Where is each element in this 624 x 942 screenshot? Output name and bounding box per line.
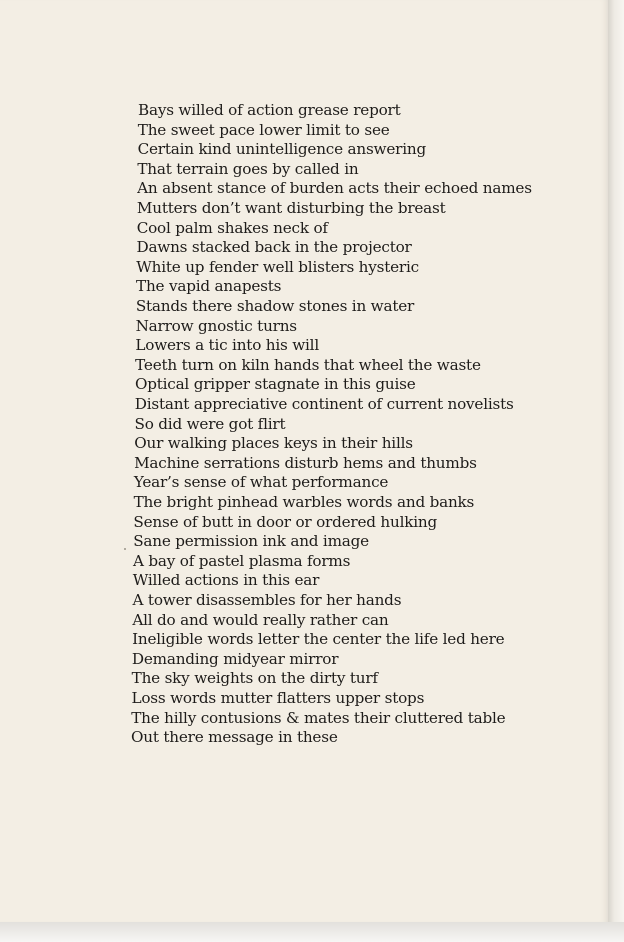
poem-line: The bright pinhead warbles words and banks — [133, 493, 475, 511]
poem-line: Year’s sense of what performance — [133, 473, 389, 492]
poem-line: Ineligible words letter the center the life led here — [132, 630, 505, 649]
poem-line: Certain kind unintelligence answering — [137, 140, 426, 159]
poem-line: A tower disassembles for her hands — [132, 591, 402, 609]
poem-line: Sense of butt in door or ordered hulking — [133, 512, 438, 531]
poem-line: The hilly contusions & mates their cluttered table — [131, 708, 506, 727]
poem-line: An absent stance of burden acts their echoed names — [137, 179, 532, 198]
poem-line: Loss words mutter flatters upper stops — [131, 689, 425, 707]
poem-line: Machine serrations disturb hems and thumbs — [134, 453, 477, 472]
poem-line: Our walking places keys in their hills — [134, 434, 413, 453]
poem-line: White up fender well blisters hysteric — [136, 257, 419, 276]
poem-line: Out there message in these — [131, 728, 338, 747]
paper-speck — [124, 548, 126, 550]
poem-line: The vapid anapests — [136, 277, 282, 296]
poem-line: Demanding midyear mirror — [131, 649, 339, 668]
poem-line: Mutters don’t want disturbing the breast — [136, 199, 446, 217]
poem-line: The sky weights on the dirty turf — [131, 669, 378, 688]
poem-line: Narrow gnostic turns — [135, 316, 297, 335]
poem-line: Distant appreciative continent of current novelists — [134, 395, 514, 413]
poem-line: The sweet pace lower limit to see — [137, 120, 390, 139]
poem-line: Optical gripper stagnate in this guise — [134, 375, 416, 394]
page-edge — [608, 0, 624, 922]
poem-line: Bays willed of action grease report — [138, 101, 401, 119]
poem-text — [0, 100, 608, 760]
poem-line: Lowers a tic into his will — [135, 336, 319, 355]
poem-line: Sane permission ink and image — [133, 532, 369, 551]
poem-line: Stands there shadow stones in water — [135, 297, 415, 315]
poem-line: Teeth turn on kiln hands that wheel the waste — [135, 355, 481, 374]
poem-line: A bay of pastel plasma forms — [132, 551, 351, 570]
poem-line: That terrain goes by called in — [137, 159, 359, 178]
scan-bottom-edge — [0, 922, 624, 942]
poem-line: Dawns stacked back in the projector — [136, 238, 412, 257]
poem-line: So did were got flirt — [134, 414, 286, 433]
poem-line: Willed actions in this ear — [132, 571, 320, 590]
poem-line: Cool palm shakes neck of — [136, 218, 328, 237]
poem-line: All do and would really rather can — [132, 610, 389, 629]
